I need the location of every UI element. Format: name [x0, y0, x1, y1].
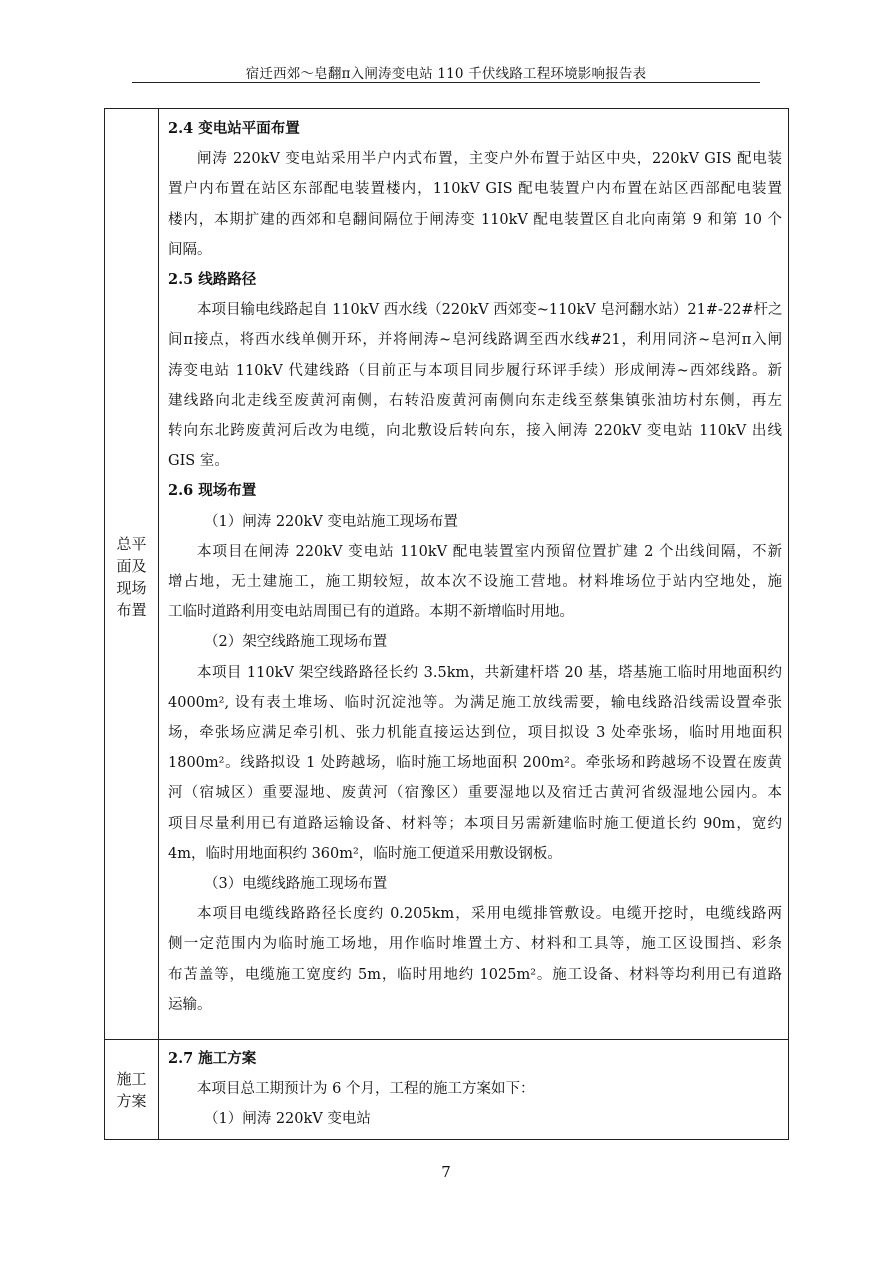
text-line: 本项目 110kV 架空线路路径长约 3.5km，共新建杆塔 20 基，塔基施工临时用地面积约	[197, 664, 782, 681]
text-line: 4000m², 设有表土堆场、临时沉淀池等。为满足施工放线需要，输电线路沿线需设置牵张	[168, 694, 782, 711]
section-heading: 2.6 现场布置	[168, 482, 257, 500]
row-label-line: 总平	[116, 535, 147, 553]
text-line: 间隔。	[168, 241, 212, 258]
text-line: 本项目总工期预计为 6 个月，工程的施工方案如下：	[197, 1081, 535, 1098]
text-line: 4m，临时用地面积约 360m²，临时施工便道采用敷设钢板。	[168, 845, 562, 862]
text-line: 运输。	[168, 996, 212, 1013]
text-line: 场，牵张场应满足牵引机、张力机能直接运达到位，项目拟设 3 处牵张场，临时用地面积	[168, 725, 782, 741]
text-line: （1）闸涛 220kV 变电站施工现场布置	[204, 513, 458, 530]
row-label-line: 现场	[116, 579, 147, 597]
row-content-layout	[168, 114, 782, 1039]
text-line: 间π接点，将西水线单侧开环，并将闸涛~皂河线路调至西水线#21，利用同济~皂河π入闸	[168, 332, 782, 349]
text-line: 布苫盖等，电缆施工宽度约 5m，临时用地约 1025m²。施工设备、材料等均利用已有道路	[168, 966, 782, 983]
text-line: 建线路向北走线至废黄河南侧，右转沿废黄河南侧向东走线至蔡集镇张油坊村东侧，再左	[168, 392, 782, 409]
row-label-line: 面及	[116, 557, 147, 575]
content-table	[104, 108, 789, 1140]
text-line: 楼内，本期扩建的西郊和皂翻间隔位于闸涛变 110kV 配电装置区自北向南第 9 和第 10 个	[168, 211, 782, 228]
page-header: 宿迁西郊～皂翻π入闸涛变电站 110 千伏线路工程环境影响报告表	[245, 66, 647, 82]
page-number: 7	[441, 1163, 451, 1181]
row-label-line: 布置	[116, 601, 147, 619]
text-line: 涛变电站 110kV 代建线路（目前正与本项目同步履行环评手续）形成闸涛~西郊线路。新	[168, 362, 782, 379]
row-label-line: 施工	[116, 1070, 147, 1088]
text-line: 侧一定范围内为临时施工场地，用作临时堆置土方、材料和工具等，施工区设围挡、彩条	[168, 936, 782, 953]
row-divider	[105, 1039, 788, 1040]
text-line: 本项目电缆线路路径长度约 0.205km，采用电缆排管敷设。电缆开挖时，电缆线路两	[197, 906, 782, 923]
text-line: （3）电缆线路施工现场布置	[204, 876, 388, 892]
text-line: 本项目在闸涛 220kV 变电站 110kV 配电装置室内预留位置扩建 2 个出线间隔，不新	[197, 543, 782, 560]
row-label-layout	[105, 533, 158, 621]
row-label-line: 方案	[116, 1092, 147, 1110]
text-line: 闸涛 220kV 变电站采用半户内式布置，主变户外布置于站区中央，220kV GIS 配电装	[197, 151, 782, 168]
text-line: 置户内布置在站区东部配电装置楼内，110kV GIS 配电装置户内布置在站区西部配电装置	[168, 181, 782, 198]
text-line: 转向东北跨废黄河后改为电缆，向北敷设后转向东，接入闸涛 220kV 变电站 110kV 出线	[168, 423, 782, 439]
text-line: 工临时道路利用变电站周围已有的道路。本期不新增临时用地。	[168, 604, 574, 621]
column-divider	[158, 109, 159, 1139]
text-line: （1）闸涛 220kV 变电站	[204, 1111, 371, 1128]
text-line: GIS 室。	[168, 453, 229, 470]
section-heading: 2.4 变电站平面布置	[168, 120, 300, 137]
text-line: 项目尽量利用已有道路运输设备、材料等；本项目另需新建临时施工便道长约 90m，宽约	[168, 815, 782, 832]
header-rule	[132, 82, 760, 83]
text-line: 河（宿城区）重要湿地、废黄河（宿豫区）重要湿地以及宿迁古黄河省级湿地公园内。本	[168, 785, 782, 802]
row-label-construction	[105, 1068, 158, 1112]
row-content-construction	[168, 1044, 782, 1136]
text-line: 增占地，无土建施工，施工期较短，故本次不设施工营地。材料堆场位于站内空地处，施	[168, 574, 782, 590]
section-heading: 2.5 线路路径	[168, 271, 257, 288]
text-line: 1800m²。线路拟设 1 处跨越场，临时施工场地面积 200m²。牵张场和跨越场不设置在废黄	[168, 755, 782, 772]
section-heading: 2.7 施工方案	[168, 1050, 257, 1067]
text-line: 本项目输电线路起自 110kV 西水线（220kV 西郊变~110kV 皂河翻水站）21#-22#杆之	[197, 302, 783, 319]
text-line: （2）架空线路施工现场布置	[204, 634, 388, 651]
